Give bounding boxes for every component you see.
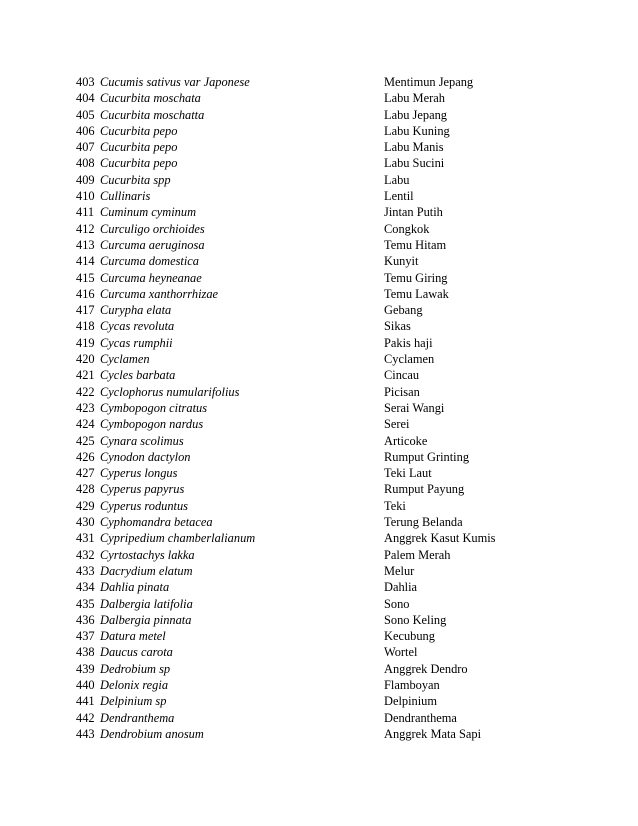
row-number: 417 (76, 303, 95, 318)
row-number: 433 (76, 563, 95, 578)
scientific-name: Daucus carota (100, 645, 173, 660)
local-name: Mentimun Jepang (384, 75, 474, 89)
local-name: Articoke (384, 433, 428, 448)
row-number: 429 (76, 498, 95, 513)
list-row (76, 351, 496, 367)
local-name: Serai Wangi (384, 400, 445, 415)
local-name: Palem Merah (384, 547, 451, 562)
scientific-name: Dendranthema (100, 710, 175, 725)
list-row (76, 384, 496, 400)
scientific-name: Cynodon dactylon (100, 449, 191, 464)
row-number: 427 (76, 466, 95, 481)
scientific-name: Cucurbita pepo (100, 140, 178, 155)
local-name: Wortel (384, 645, 418, 660)
row-number: 428 (76, 482, 95, 497)
scientific-name: Dahlia pinata (100, 580, 170, 595)
list-row (76, 74, 496, 90)
scientific-name: Dalbergia latifolia (100, 596, 193, 611)
row-number: 426 (76, 449, 95, 464)
scientific-name: Delonix regia (100, 677, 169, 692)
row-number: 413 (76, 237, 95, 252)
row-number: 443 (76, 726, 95, 741)
row-number: 411 (76, 205, 95, 220)
list-row (76, 579, 496, 595)
local-name: Temu Giring (384, 270, 448, 285)
scientific-name: Cyperus roduntus (100, 498, 188, 513)
scientific-name: Datura metel (100, 629, 166, 644)
local-name: Terung Belanda (384, 515, 463, 530)
scientific-name: Cucurbita spp (100, 172, 171, 187)
list-row (76, 416, 496, 432)
local-name: Kunyit (384, 254, 419, 269)
scientific-name: Cyperus papyrus (100, 482, 185, 497)
scientific-name: Cypripedium chamberlalianum (100, 531, 256, 546)
list-row (76, 644, 496, 660)
local-name: Labu Manis (384, 140, 444, 155)
list-row (76, 481, 496, 497)
row-number: 423 (76, 400, 95, 415)
scientific-name: Cycas revoluta (100, 319, 175, 334)
scientific-name: Cyrtostachys lakka (100, 547, 195, 562)
list-row (76, 498, 496, 514)
list-row (76, 612, 496, 628)
local-name: Labu Merah (384, 91, 445, 106)
list-row (76, 400, 496, 416)
local-name: Flamboyan (384, 677, 440, 692)
scientific-name: Curcuma domestica (100, 254, 199, 269)
row-number: 425 (76, 433, 95, 448)
scientific-name: Cyclamen (100, 352, 150, 367)
scientific-name: Cynara scolimus (100, 433, 184, 448)
scientific-name: Dacrydium elatum (100, 563, 193, 578)
row-number: 432 (76, 547, 95, 562)
local-name: Rumput Payung (384, 482, 465, 497)
row-number: 438 (76, 645, 95, 660)
scientific-name: Dalbergia pinnata (100, 612, 192, 627)
local-name: Lentil (384, 189, 414, 204)
row-number: 415 (76, 270, 95, 285)
scientific-name: Cucurbita pepo (100, 156, 178, 171)
local-name: Labu Kuning (384, 123, 450, 138)
local-name: Dendranthema (384, 710, 457, 725)
local-name: Melur (384, 563, 415, 578)
scientific-name: Cycas rumphii (100, 335, 173, 350)
local-name: Anggrek Dendro (384, 661, 468, 676)
row-number: 408 (76, 156, 95, 171)
list-row (76, 237, 496, 253)
row-number: 403 (76, 75, 95, 89)
row-number: 405 (76, 107, 95, 122)
list-row (76, 596, 496, 612)
list-row (76, 465, 496, 481)
scientific-name: Cymbopogon nardus (100, 417, 204, 432)
local-name: Teki Laut (384, 466, 432, 481)
scientific-name: Cullinaris (100, 189, 151, 204)
scientific-name: Cymbopogon citratus (100, 400, 208, 415)
scientific-name: Cucumis sativus var Japonese (100, 75, 250, 89)
scientific-name: Curculigo orchioides (100, 221, 205, 236)
row-number: 430 (76, 515, 95, 530)
local-name: Serei (384, 417, 410, 432)
list-row (76, 253, 496, 269)
list-row (76, 172, 496, 188)
list-row (76, 693, 496, 709)
list-row (76, 367, 496, 383)
list-row (76, 661, 496, 677)
list-row (76, 449, 496, 465)
list-row (76, 318, 496, 334)
list-row (76, 335, 496, 351)
scientific-name: Cuminum cyminum (100, 205, 197, 220)
row-number: 414 (76, 254, 95, 269)
local-name: Labu Sucini (384, 156, 445, 171)
list-row (76, 302, 496, 318)
scientific-name: Curcuma heyneanae (100, 270, 202, 285)
list-row (76, 563, 496, 579)
row-number: 424 (76, 417, 95, 432)
row-number: 441 (76, 694, 95, 709)
row-number: 442 (76, 710, 95, 725)
local-name: Labu Jepang (384, 107, 447, 122)
local-name: Temu Hitam (384, 237, 447, 252)
scientific-name: Dedrobium sp (100, 661, 171, 676)
list-row (76, 628, 496, 644)
list-row (76, 514, 496, 530)
local-name: Delpinium (384, 694, 437, 709)
scientific-name: Cyperus longus (100, 466, 178, 481)
row-number: 421 (76, 368, 95, 383)
row-number: 420 (76, 352, 95, 367)
scientific-name: Cucurbita moschatta (100, 107, 205, 122)
local-name: Picisan (384, 384, 420, 399)
local-name: Congkok (384, 221, 430, 236)
list-row (76, 107, 496, 123)
scientific-name: Cyphomandra betacea (100, 515, 213, 530)
row-number: 435 (76, 596, 95, 611)
local-name: Sono (384, 596, 410, 611)
row-number: 437 (76, 629, 95, 644)
local-name: Pakis haji (384, 335, 433, 350)
list-row (76, 139, 496, 155)
row-number: 431 (76, 531, 95, 546)
local-name: Rumput Grinting (384, 449, 470, 464)
list-row (76, 155, 496, 171)
scientific-name: Cucurbita pepo (100, 123, 178, 138)
row-number: 418 (76, 319, 95, 334)
local-name: Sikas (384, 319, 411, 334)
scientific-name: Cyclophorus numularifolius (100, 384, 240, 399)
row-number: 410 (76, 189, 95, 204)
local-name: Anggrek Mata Sapi (384, 726, 482, 741)
row-number: 434 (76, 580, 95, 595)
scientific-name: Curcuma xanthorrhizae (100, 286, 219, 301)
scientific-name: Cycles barbata (100, 368, 176, 383)
local-name: Labu (384, 172, 410, 187)
list-row (76, 123, 496, 139)
list-row (76, 90, 496, 106)
row-number: 419 (76, 335, 95, 350)
row-number: 416 (76, 286, 95, 301)
plant-name-list (76, 74, 496, 742)
local-name: Anggrek Kasut Kumis (384, 531, 496, 546)
list-row (76, 547, 496, 563)
scientific-name: Cucurbita moschata (100, 91, 201, 106)
list-row (76, 433, 496, 449)
local-name: Cyclamen (384, 352, 435, 367)
local-name: Jintan Putih (384, 205, 443, 220)
scientific-name: Delpinium sp (100, 694, 167, 709)
row-number: 440 (76, 677, 95, 692)
list-row (76, 530, 496, 546)
row-number: 422 (76, 384, 95, 399)
local-name: Sono Keling (384, 612, 447, 627)
local-name: Dahlia (384, 580, 418, 595)
scientific-name: Dendrobium anosum (100, 726, 204, 741)
list-row (76, 188, 496, 204)
row-number: 404 (76, 91, 95, 106)
list-row (76, 221, 496, 237)
list-row (76, 677, 496, 693)
scientific-name: Curcuma aeruginosa (100, 237, 205, 252)
list-row (76, 270, 496, 286)
local-name: Gebang (384, 303, 423, 318)
row-number: 407 (76, 140, 95, 155)
list-row (76, 286, 496, 302)
row-number: 436 (76, 612, 95, 627)
local-name: Temu Lawak (384, 286, 449, 301)
local-name: Teki (384, 498, 406, 513)
row-number: 412 (76, 221, 95, 236)
list-row (76, 726, 496, 742)
list-row (76, 710, 496, 726)
local-name: Kecubung (384, 629, 435, 644)
row-number: 409 (76, 172, 95, 187)
row-number: 439 (76, 661, 95, 676)
row-number: 406 (76, 123, 95, 138)
local-name: Cincau (384, 368, 420, 383)
list-row (76, 204, 496, 220)
scientific-name: Curypha elata (100, 303, 172, 318)
